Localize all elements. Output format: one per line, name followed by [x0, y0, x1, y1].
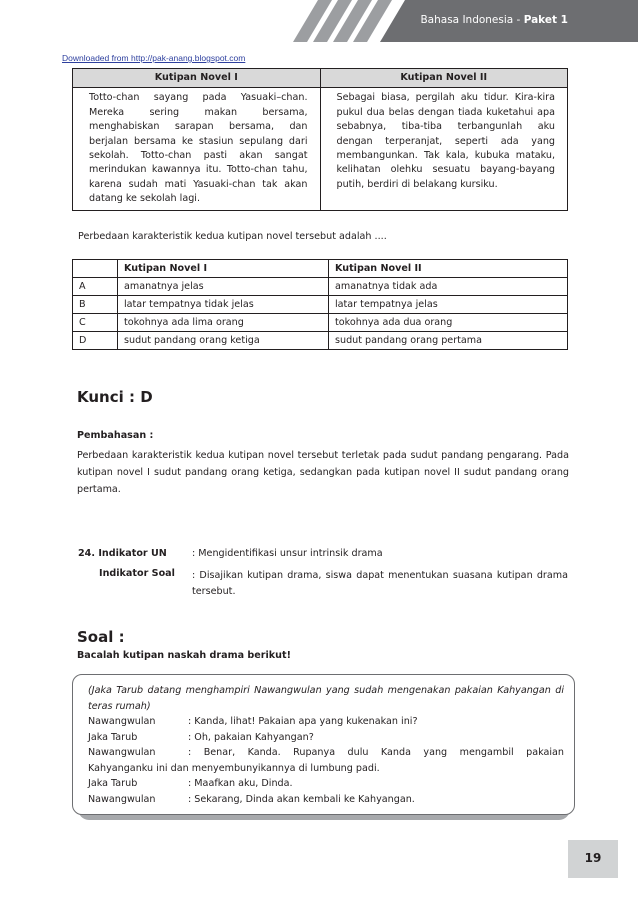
- option-row-b[interactable]: [73, 296, 568, 314]
- option-header-key: [73, 260, 118, 278]
- option-key: C: [73, 314, 118, 332]
- answer-options-table: [72, 259, 568, 350]
- speaker-name: Jaka Tarub: [88, 778, 138, 789]
- option-novel2: latar tempatnya jelas: [329, 296, 568, 314]
- novel1-text: Totto-chan sayang pada Yasuaki–chan. Mereka sering makan bersama, menghabiskan sarapan bersama, dan berjalan bersama ke stasiun sepulang dari sekolah. Totto-chan pasti akan sangat merindukan kawannya itu. Totto-chan tahu, karena sudah mati Yasuaki-chan tak akan datang ke sekolah lagi.: [73, 88, 321, 210]
- question-text: Perbedaan karakteristik kedua kutipan novel tersebut adalah ....: [78, 231, 387, 242]
- indicator-soal-label: Indikator Soal: [99, 568, 175, 579]
- drama-excerpt-box: [72, 674, 575, 815]
- speaker-text: : Sekarang, Dinda akan kembali ke Kahyangan.: [188, 793, 415, 805]
- speaker-name: Nawangwulan: [88, 716, 156, 727]
- option-novel2: amanatnya tidak ada: [329, 278, 568, 296]
- speaker-text: : Maafkan aku, Dinda.: [188, 778, 293, 789]
- dialogue-line: [88, 745, 564, 761]
- answer-key: Kunci : D: [77, 388, 153, 406]
- speaker-name: Nawangwulan: [88, 793, 156, 805]
- speaker-text: : Oh, pakaian Kahyangan?: [188, 731, 314, 743]
- novel2-header: Kutipan Novel II: [320, 69, 568, 88]
- option-key: A: [73, 278, 118, 296]
- indicator-soal-value: : Disajikan kutipan drama, siswa dapat menentukan suasana kutipan drama tersebut.: [192, 570, 568, 597]
- discussion-text: Perbedaan karakteristik kedua kutipan novel tersebut terletak pada sudut pandang pengarang. Pada kutipan novel I sudut pandang orang ketiga, sedangkan pada kutipan novel II sudut pandang orang pertama.: [77, 450, 569, 495]
- page-number: 19: [584, 851, 602, 865]
- option-novel1: sudut pandang orang ketiga: [118, 332, 329, 350]
- indicator-un-label: 24. Indikator UN: [78, 548, 167, 559]
- dialogue-line: [88, 730, 564, 746]
- dialogue-line: [88, 792, 564, 808]
- option-header-novel2: Kutipan Novel II: [329, 260, 568, 278]
- discussion-label: Pembahasan :: [77, 430, 154, 441]
- option-row-a[interactable]: [73, 278, 568, 296]
- dialogue-line: [88, 776, 564, 792]
- option-novel1: tokohnya ada lima orang: [118, 314, 329, 332]
- speaker-text: : Benar, Kanda. Rupanya dulu Kanda yang mengambil pakaian: [188, 747, 564, 758]
- option-novel1: amanatnya jelas: [118, 278, 329, 296]
- option-row-d[interactable]: [73, 332, 568, 350]
- header-title: Bahasa Indonesia - Paket 1: [420, 14, 568, 26]
- dialogue-line: [88, 714, 564, 730]
- dialogue-continuation: Kahyanganku ini dan menyembunyikannya di lumbung padi.: [88, 762, 380, 774]
- indicator-un-value: : Mengidentifikasi unsur intrinsik drama: [192, 548, 383, 559]
- option-row-c[interactable]: [73, 314, 568, 332]
- speaker-text: : Kanda, lihat! Pakaian apa yang kukenakan ini?: [188, 716, 418, 727]
- novel-excerpt-table: [72, 68, 568, 211]
- speaker-name: Jaka Tarub: [88, 731, 138, 743]
- option-novel1: latar tempatnya tidak jelas: [118, 296, 329, 314]
- question-title: Soal :: [77, 628, 125, 646]
- novel2-text: Sebagai biasa, pergilah aku tidur. Kira-kira pukul dua belas dengan tiada kuketahui apa sebabnya, tiba-tiba terbangunlah aku dengan terperanjat, seperti ada yang membangunkan. Tak kala, kubuka mataku, kelihatan olehku sesuatu bayang-bayang putih, berdiri di belakang kursiku.: [320, 88, 568, 210]
- novel1-header: Kutipan Novel I: [73, 69, 321, 88]
- option-novel2: sudut pandang orang pertama: [329, 332, 568, 350]
- option-key: D: [73, 332, 118, 350]
- download-link[interactable]: Downloaded from http://pak-anang.blogspot.com: [62, 53, 246, 63]
- question-instruction: Bacalah kutipan naskah drama berikut!: [77, 650, 291, 661]
- option-key: B: [73, 296, 118, 314]
- option-header-novel1: Kutipan Novel I: [118, 260, 329, 278]
- stage-direction: (Jaka Tarub datang menghampiri Nawangwulan yang sudah mengenakan pakaian Kahyangan di teras rumah): [88, 685, 564, 712]
- option-novel2: tokohnya ada dua orang: [329, 314, 568, 332]
- speaker-name: Nawangwulan: [88, 747, 156, 758]
